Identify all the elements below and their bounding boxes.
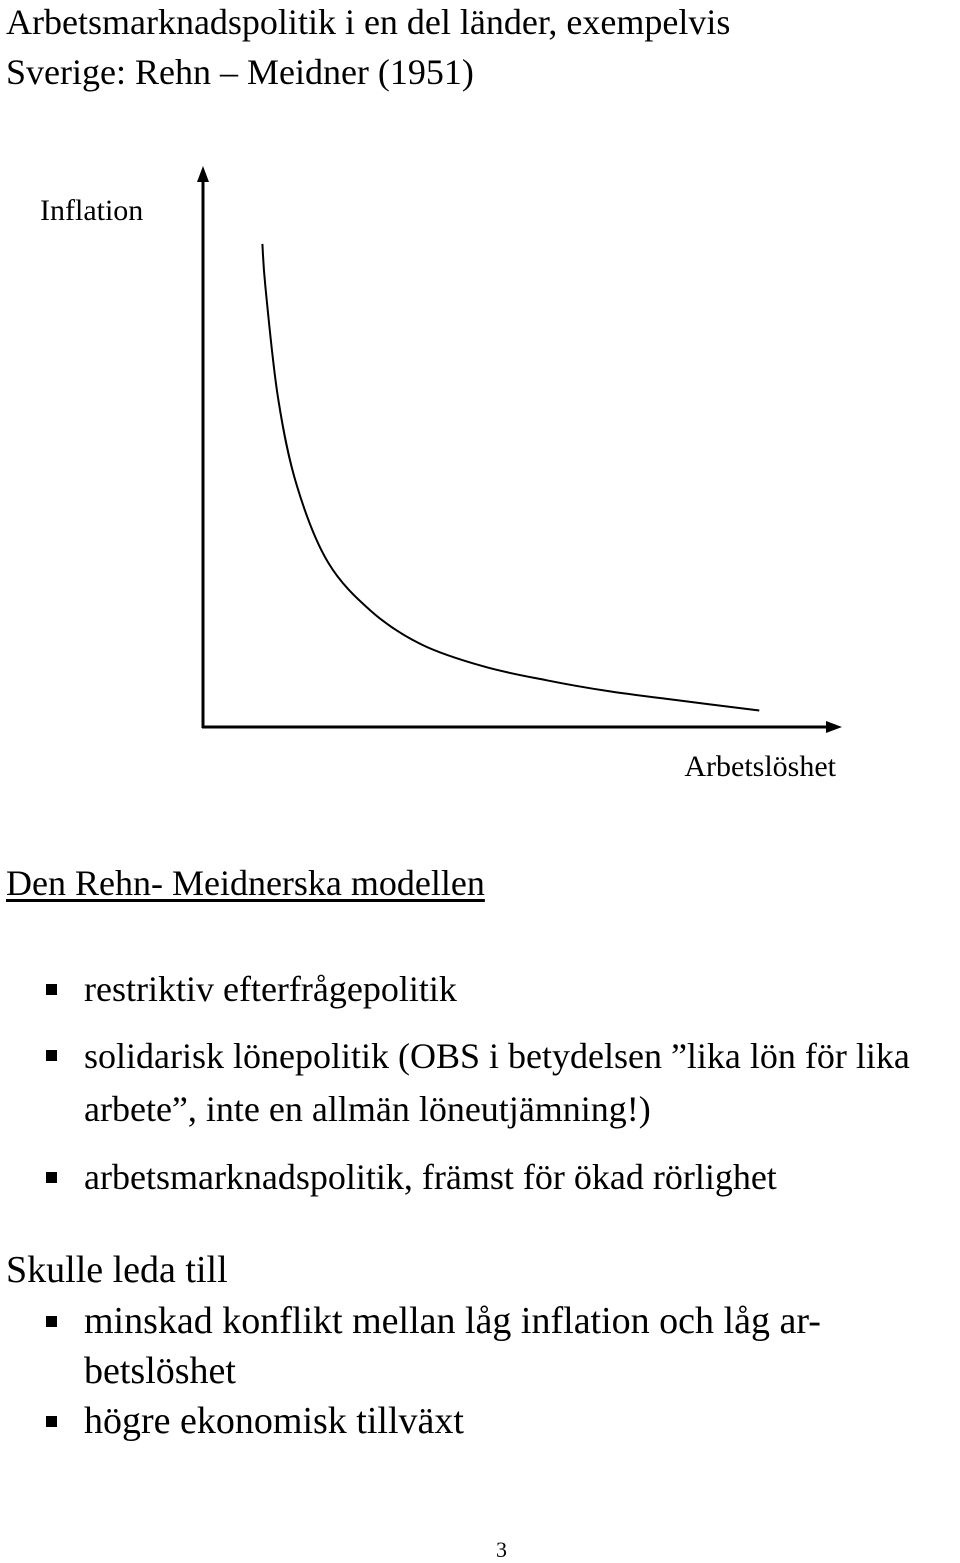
model-bullet-list [0,964,944,1218]
list-item [0,1030,944,1136]
y-axis-arrowhead [197,166,209,182]
list-item [0,1396,944,1446]
list-item [0,964,944,1014]
bullet-square-icon [46,1416,57,1427]
bullet-square-icon [46,1316,57,1327]
result-bullet-list [0,1296,944,1446]
bullet-square-icon [46,1050,57,1061]
page-title-line-1: Arbetsmarknadspolitik i en del länder, exempelvis [6,2,731,42]
bullet-square-icon [46,1172,57,1183]
list-item-text: högre ekonomisk tillväxt [84,1400,464,1442]
list-item-text: restriktiv efterfrågepolitik [84,969,457,1009]
x-axis-label: Arbetslöshet [684,750,836,783]
list-item-text: solidarisk lönepolitik (OBS i betydelsen ”lika lön för lika arbete”, inte en allmän löneutjämning!) [84,1036,910,1129]
x-axis-arrowhead [826,721,842,733]
list-item-text: minskad konflikt mellan låg inflation och låg ar-betslöshet [84,1300,821,1392]
result-heading: Skulle leda till [6,1249,228,1291]
bullet-square-icon [46,984,57,995]
phillips-curve-line [262,244,759,711]
page-title-line-2: Sverige: Rehn – Meidner (1951) [6,52,474,92]
y-axis-label: Inflation [40,194,144,227]
list-item [0,1296,944,1396]
list-item-text: arbetsmarknadspolitik, främst för ökad rörlighet [84,1157,777,1197]
list-item [0,1152,944,1202]
page-number: 3 [496,1537,507,1562]
phillips-curve-chart [0,160,960,800]
model-heading: Den Rehn- Meidnerska modellen [6,863,485,903]
